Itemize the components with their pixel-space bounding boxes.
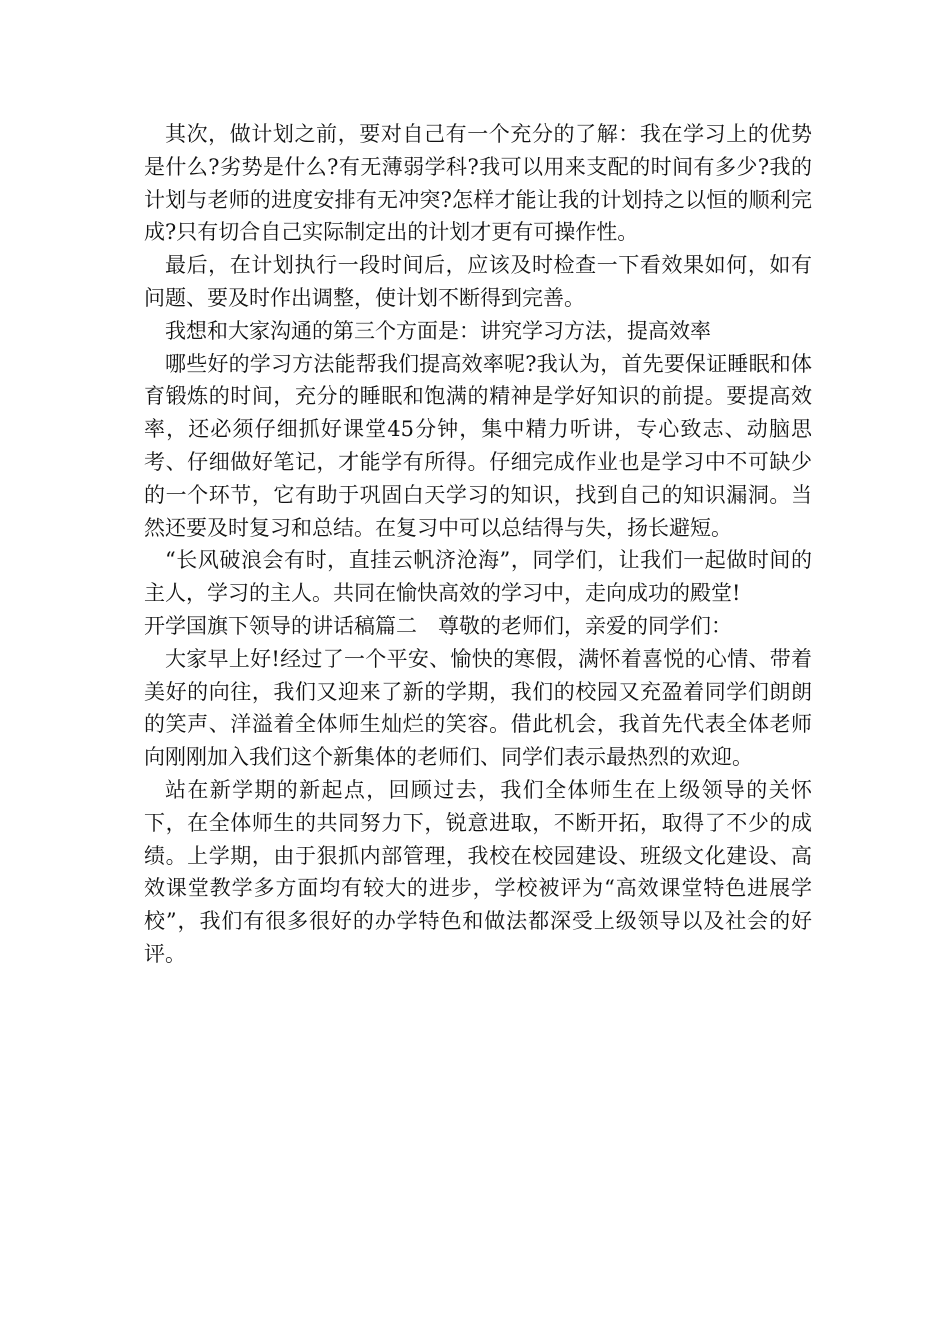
paragraph-study-methods: 哪些好的学习方法能帮我们提高效率呢?我认为，首先要保证睡眠和体育锻炼的时间，充分的睡眠和饱满的精神是学好知识的前提。要提高效率，还必须仔细抓好课堂45分钟，集中精力听讲，专心致志、动脑思考、仔细做好笔记，才能学有所得。仔细完成作业也是学习中不可缺少的一个环节，它有助于巩固白天学习的知识，找到自己的知识漏洞。当然还要及时复习和总结。在复习中可以总结得与失，扬长避短。 — [144, 351, 812, 540]
paragraph-greeting: 大家早上好!经过了一个平安、愉快的寒假，满怀着喜悦的心情、带着美好的向往，我们又迎来了新的学期，我们的校园又充盈着同学们朗朗的笑声、洋溢着全体师生灿烂的笑容。借此机会，我首先代表全体老师向刚刚加入我们这个新集体的老师们、同学们表示最热烈的欢迎。 — [144, 646, 812, 770]
paragraph-review-plan: 最后，在计划执行一段时间后，应该及时检查一下看效果如何，如有问题、要及时作出调整，使计划不断得到完善。 — [144, 253, 812, 310]
paragraph-closing-quote: “长风破浪会有时，直挂云帆济沧海”，同学们，让我们一起做时间的主人，学习的主人。共同在愉快高效的学习中，走向成功的殿堂! — [144, 548, 812, 606]
paragraph-achievements: 站在新学期的新起点，回顾过去，我们全体师生在上级领导的关怀下，在全体师生的共同努力下，锐意进取，不断开拓，取得了不少的成绩。上学期，由于狠抓内部管理，我校在校园建设、班级文化建设、高效课堂教学多方面均有较大的进步，学校被评为“高效课堂特色进展学校”，我们有很多很好的办学特色和做法都深受上级领导以及社会的好评。 — [144, 777, 812, 966]
paragraph-self-assessment: 其次，做计划之前，要对自己有一个充分的了解：我在学习上的优势是什么?劣势是什么?有无薄弱学科?我可以用来支配的时间有多少?我的计划与老师的进度安排有无冲突?怎样才能让我的计划持之以恒的顺利完成?只有切合自己实际制定出的计划才更有可操作性。 — [144, 122, 812, 245]
section-heading: 开学国旗下领导的讲话稿篇二 尊敬的老师们，亲爱的同学们： — [144, 613, 732, 638]
document-page — [144, 118, 812, 971]
paragraph-third-aspect: 我想和大家沟通的第三个方面是：讲究学习方法，提高效率 — [165, 318, 711, 343]
